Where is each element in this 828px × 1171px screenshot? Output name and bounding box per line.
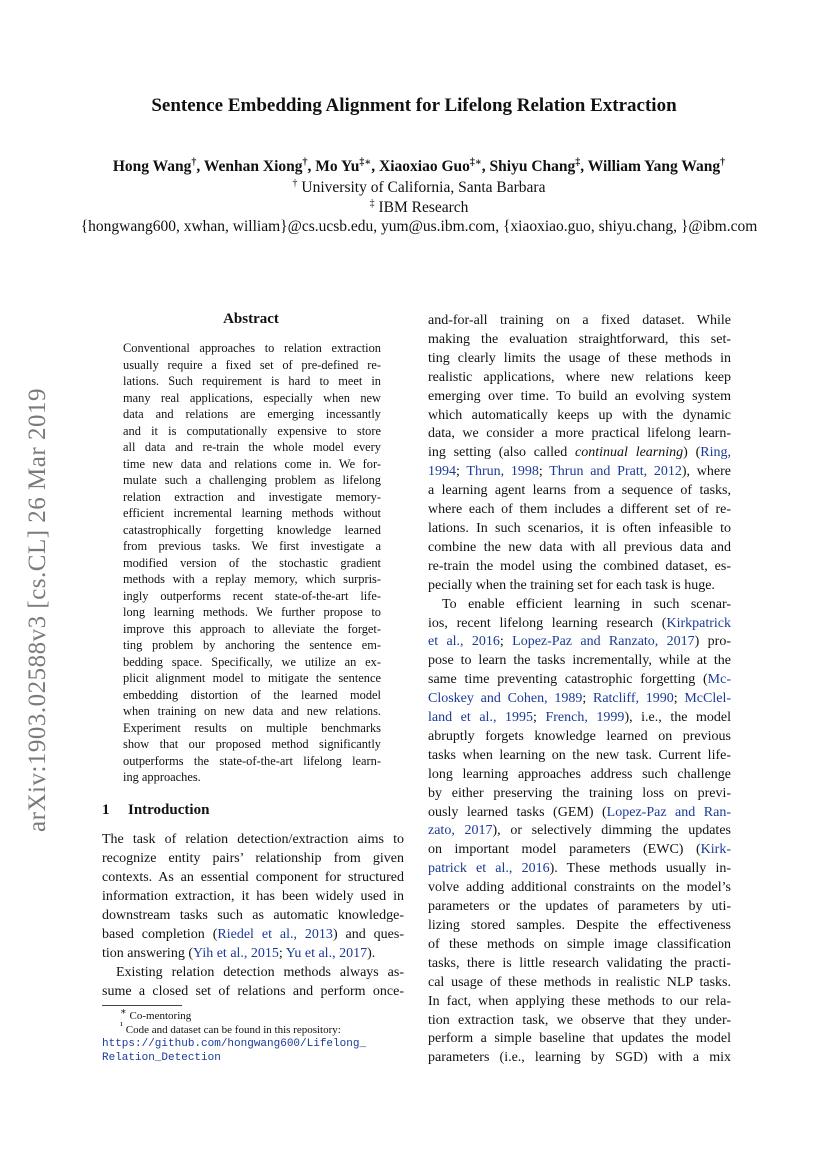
- text-line: et al., 2016; Lopez-Paz and Ranzato, 2017) pro-: [428, 634, 731, 650]
- citation-link[interactable]: Yu et al., 2017: [285, 946, 368, 961]
- text-line: lizing stored samples. Despite the effectiveness: [428, 918, 731, 933]
- text-line: on important model parameters (EWC) (Kirk-: [428, 842, 731, 858]
- intro-left-column: [102, 830, 404, 1001]
- abstract-line: lations. Such requirement is hard to meet in: [123, 374, 381, 388]
- abstract-line: many real applications, especially when new: [123, 390, 381, 405]
- text-line: a learning agent learns from a sequence of tasks,: [428, 483, 731, 499]
- text-line: patrick et al., 2016). These methods usually in-: [428, 861, 732, 877]
- citation-link[interactable]: McClel-: [684, 691, 732, 707]
- text-line: pecially when the training set for each task is huge.: [428, 577, 715, 593]
- text-line: combine the new data with all previous data and: [428, 539, 731, 555]
- abstract-line: long learning methods. We further propose to: [123, 605, 381, 619]
- author-affiliation-mark: †: [302, 156, 308, 168]
- citation-link[interactable]: 1994: [428, 464, 456, 480]
- abstract-body: [123, 340, 381, 786]
- footnote-2: [102, 1020, 407, 1037]
- emphasis-text: continual learning: [575, 445, 684, 461]
- abstract-line: bedding space. Specifically, we utilize an ex-: [123, 654, 381, 669]
- abstract-line: outperforms the state-of-the-art lifelong learn-: [123, 753, 381, 768]
- abstract-line: mulate such a challenging problem as lifelong: [123, 473, 381, 487]
- text-line: tasks, there is little research validating the practi-: [428, 955, 731, 971]
- text-line: zato, 2017), or selectively dimming the updates: [428, 823, 731, 839]
- citation-link[interactable]: Ring,: [700, 445, 732, 461]
- author-list: Hong Wang†, Wenhan Xiong†, Mo Yu‡∗, Xiaoxiao Guo‡∗, Shiyu Chang‡, William Yang Wang†: [112, 156, 726, 175]
- abstract-line: ing approaches.: [123, 770, 201, 784]
- text-line: sume a closed set of relations and perform once-: [102, 984, 404, 999]
- text-line: perform a simple baseline that updates the model: [428, 1031, 731, 1047]
- text-line: parameters (i.e., learning by SGD) with a mix: [428, 1050, 731, 1066]
- author-emails: {hongwang600, xwhan, william}@cs.ucsb.edu, yum@us.ibm.com, {xiaoxiao.guo, shiyu.chang, }@ibm.com: [80, 218, 758, 235]
- abstract-line: ting problem by anchoring the sentence em-: [123, 638, 381, 652]
- abstract-line: plicit alignment model to mitigate the sentence: [123, 671, 381, 685]
- text-line: lations. In such scenarios, it is often infeasible to: [428, 520, 731, 536]
- abstract-line: from previous tasks. We first investigate a: [123, 539, 381, 553]
- text-line: making the evaluation straightforward, this set-: [428, 331, 731, 347]
- abstract-line: Conventional approaches to relation extraction: [123, 341, 381, 355]
- intro-right-column: [428, 312, 731, 1068]
- text-line: The task of relation detection/extraction aims to: [102, 832, 404, 847]
- abstract-line: improve this approach to alleviate the forget-: [123, 621, 381, 636]
- repository-link-line[interactable]: https://github.com/hongwang600/Lifelong_: [102, 1038, 367, 1050]
- abstract-line: usually require a fixed set of pre-defined re-: [123, 357, 381, 372]
- abstract-heading: Abstract: [223, 311, 279, 327]
- author-name: Hong Wang: [112, 158, 192, 175]
- abstract-line: embedding distortion of the learned model: [123, 687, 381, 702]
- citation-link[interactable]: Kirkpatrick: [666, 615, 731, 631]
- abstract-line: catastrophically forgetting knowledge learned: [123, 522, 381, 537]
- citation-link[interactable]: Ratcliff, 1990: [592, 691, 674, 707]
- footnote-text: Code and dataset can be found in this repository:: [125, 1024, 341, 1036]
- footnote-1: [102, 1006, 407, 1023]
- abstract-line: efficient incremental learning methods without: [123, 506, 381, 520]
- author-name: Mo Yu: [315, 158, 360, 175]
- affiliation-ibm: [0, 199, 828, 217]
- text-line: re-train the model using the combined dataset, es-: [428, 558, 731, 574]
- repository-link[interactable]: [102, 1037, 407, 1065]
- repository-link-line[interactable]: Relation_Detection: [102, 1052, 221, 1064]
- text-line: and-for-all training on a fixed dataset. While: [428, 313, 731, 328]
- text-line: contexts. As an essential component for structured: [102, 870, 404, 885]
- author-affiliation-mark: ‡: [575, 156, 581, 168]
- text-line: information extraction, it has been widely used in: [102, 889, 404, 904]
- text-line: long learning approaches address such challenge: [428, 766, 731, 782]
- affiliation-name: IBM Research: [378, 199, 469, 216]
- text-line: downstream tasks such as automatic knowledge-: [102, 908, 404, 923]
- affiliation-mark: ‡: [369, 197, 375, 209]
- citation-link[interactable]: land et al., 1995: [428, 710, 534, 726]
- abstract-line: relation extraction and investigate memory-: [123, 489, 381, 504]
- abstract-line: show that our proposed method significantly: [123, 737, 381, 751]
- citation-link[interactable]: Kirk-: [700, 842, 731, 858]
- text-line: Existing relation detection methods always as-: [116, 965, 404, 980]
- text-line: abruptly forgets knowledge learned on previous: [428, 728, 731, 744]
- text-line: tasks when learning on the new task. Current life-: [428, 747, 731, 763]
- citation-link[interactable]: Lopez-Paz and Ranzato, 2017: [512, 634, 695, 650]
- abstract-line: methods with a replay memory, which surpris-: [123, 572, 381, 586]
- author-name: Xiaoxiao Guo: [379, 158, 470, 175]
- abstract-line: data and relations are emerging incessantly: [123, 407, 381, 421]
- citation-link[interactable]: Closkey and Cohen, 1989: [428, 691, 583, 707]
- author-name: Shiyu Chang: [489, 158, 576, 175]
- text-line: ios, recent lifelong learning research (Kirkpatrick: [428, 615, 731, 631]
- citation-link[interactable]: Lopez-Paz and Ran-: [606, 804, 731, 820]
- author-affiliation-mark: ‡∗: [469, 156, 482, 168]
- section-number: 1: [102, 802, 110, 818]
- footnotes: [102, 1006, 407, 1065]
- text-line: of these methods on simple image classification: [428, 936, 731, 952]
- footnote-text: Co-mentoring: [129, 1010, 192, 1022]
- text-line: pose to learn the tasks incrementally, while at the: [428, 653, 731, 669]
- citation-link[interactable]: Thrun, 1998: [466, 464, 539, 480]
- abstract-line: ingly outperforms recent state-of-the-art life-: [123, 588, 381, 603]
- text-line: ing setting (also called continual learning) (Ring,: [428, 445, 732, 461]
- citation-link[interactable]: zato, 2017: [428, 823, 493, 839]
- abstract-line: Experiment results on multiple benchmarks: [123, 720, 381, 735]
- citation-link[interactable]: French, 1999: [545, 710, 625, 726]
- text-line: tion extraction task, we observe that they under-: [428, 1012, 731, 1028]
- text-line: where each of them includes a different set of re-: [428, 502, 731, 518]
- author-affiliation-mark: ‡∗: [359, 156, 372, 168]
- section-title: Introduction: [128, 802, 210, 818]
- affiliation-mark: †: [292, 177, 298, 189]
- author-affiliation-mark: †: [191, 156, 197, 168]
- text-line: recognize entity pairs’ relationship from given: [102, 851, 404, 866]
- text-line: parameters or the updates of parameters by uti-: [428, 899, 731, 915]
- text-line: data, we consider a more practical lifelong learn-: [428, 426, 731, 442]
- text-line: realistic applications, where new relations keep: [428, 369, 731, 385]
- arxiv-identifier: arXiv:1903.02588v3 [cs.CL] 26 Mar 2019: [24, 388, 51, 832]
- text-line: emerging over time. To build an evolving system: [428, 388, 731, 404]
- text-line: 1994; Thrun, 1998; Thrun and Pratt, 2012), where: [428, 464, 731, 480]
- text-line: To enable efficient learning in such scenar-: [442, 596, 731, 612]
- text-line: same time preventing catastrophic forgetting (Mc-: [428, 672, 731, 688]
- abstract-line: when training on new data and new relations.: [123, 704, 381, 718]
- text-line: based completion (Riedel et al., 2013) and ques-: [102, 927, 404, 942]
- text-line: tion answering (Yih et al., 2015; Yu et al., 2017).: [102, 946, 376, 961]
- affiliation-ucsb: [0, 179, 828, 197]
- abstract-line: modified version of the stochastic gradient: [123, 555, 381, 570]
- text-line: volve adding additional constraints on the model’s: [428, 880, 731, 896]
- text-line: In fact, when applying these methods to our rela-: [428, 993, 731, 1009]
- author-name: William Yang Wang: [587, 158, 721, 175]
- text-line: ously learned tasks (GEM) (Lopez-Paz and Ran-: [428, 804, 731, 820]
- text-line: land et al., 1995; French, 1999), i.e., the model: [428, 710, 731, 726]
- footnote-mark: ¹: [120, 1020, 123, 1032]
- abstract-line: all data and re-train the whole model every: [123, 440, 381, 454]
- author-affiliation-mark: †: [720, 156, 726, 168]
- footnote-mark: ∗: [120, 1006, 127, 1018]
- citation-link[interactable]: Riedel et al., 2013: [217, 927, 333, 942]
- author-name: Wenhan Xiong: [203, 158, 303, 175]
- section-heading: [102, 802, 209, 819]
- text-line: cal usage of these methods in realistic NLP tasks.: [428, 974, 731, 990]
- text-line: ting clearly limits the usage of these methods in: [428, 350, 731, 366]
- paper-title: Sentence Embedding Alignment for Lifelong Relation Extraction: [151, 95, 677, 116]
- text-line: by either preserving the training loss on previ-: [428, 785, 731, 801]
- citation-link[interactable]: Thrun and Pratt, 2012: [549, 464, 682, 480]
- footnote-divider: [102, 1005, 182, 1006]
- affiliation-name: University of California, Santa Barbara: [301, 179, 546, 196]
- abstract-line: time new data and relations come in. We for-: [123, 456, 381, 471]
- citation-link[interactable]: et al., 2016: [428, 634, 500, 650]
- abstract-line: and it is computationally expensive to store: [123, 423, 381, 438]
- text-line: Closkey and Cohen, 1989; Ratcliff, 1990; McClel-: [428, 691, 732, 707]
- text-line: which automatically keeps up with the dynamic: [428, 407, 731, 423]
- citation-link[interactable]: patrick et al., 2016: [428, 861, 550, 877]
- citation-link[interactable]: Yih et al., 2015: [192, 946, 279, 961]
- citation-link[interactable]: Mc-: [707, 672, 731, 688]
